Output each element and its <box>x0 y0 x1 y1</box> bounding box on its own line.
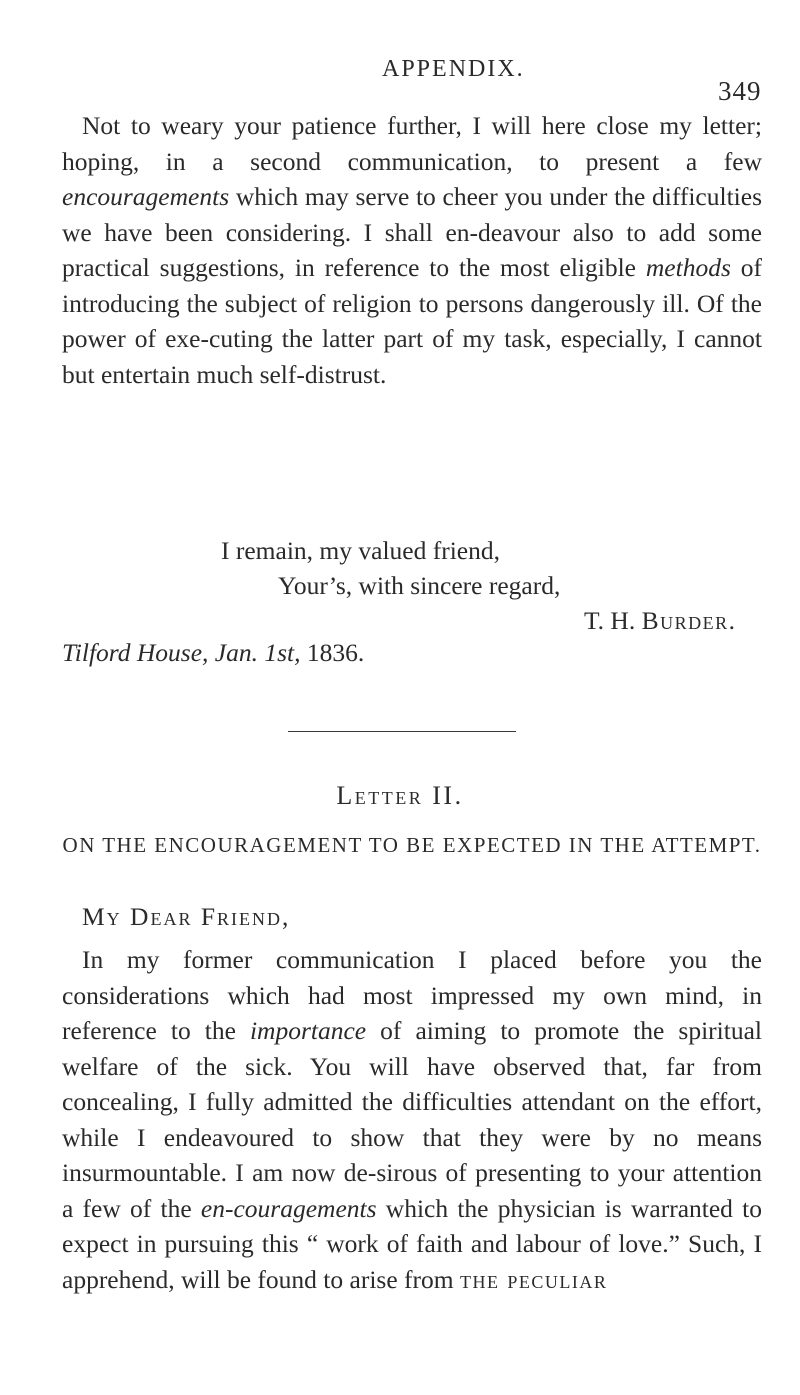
date-year: 1836. <box>300 638 365 667</box>
letter-one-text-3: of introducing the subject of religion to persons dangerously ill. Of the power of exe-cuting the latter part of my task, especially, I cannot but entertain much self-distrust. <box>62 253 762 389</box>
place-and-date <box>62 638 364 668</box>
signature-initials: T. H. <box>584 606 642 635</box>
letter-two-text-1: In my former communication I placed before you the considerations which had most impressed my own mind, in reference to the <box>62 945 762 1045</box>
signature-name: Burder. <box>641 606 737 635</box>
page-number: 349 <box>718 76 762 106</box>
place-name: Tilford House, Jan. 1st, <box>62 638 301 667</box>
running-title: APPENDIX. <box>382 56 525 82</box>
salutation: My Dear Friend, <box>82 902 291 931</box>
letter-two-body <box>62 942 762 1297</box>
letter-two-text-2: of aiming to promote the spiritual welfare of the sick. You will have observed that, far from concealing, I fully admitted the difficulties attendant on the effort, while I endeavoured to show that they were by no means insurmountable. I am now de-sirous of presenting to your attention a few of the <box>62 1016 762 1223</box>
closing-line-2: Your’s, with sincere regard, <box>278 571 561 600</box>
running-head <box>0 56 800 106</box>
closing-line-1: I remain, my valued friend, <box>221 536 500 565</box>
letter-one-body <box>62 108 762 392</box>
letter-two-emphasis-encouragements: en-couragements <box>200 1193 377 1223</box>
section-divider <box>288 731 516 732</box>
signature <box>584 606 737 636</box>
letter-one-emphasis-methods: methods <box>645 253 731 282</box>
letter-two-title: Letter II. <box>336 781 464 810</box>
letter-one-text-1: Not to weary your patience further, I will here close my letter; hoping, in a second communication, to present a few <box>62 111 762 176</box>
letter-one-emphasis-encouragements: encouragements <box>62 182 230 211</box>
letter-two-subheading: ON THE ENCOURAGEMENT TO BE EXPECTED IN THE ATTEMPT. <box>62 833 762 857</box>
letter-one-text-2: which may serve to cheer you under the difficulties we have been considering. I shall en-deavour also to add some practical suggestions, in reference to the most eligible <box>62 182 762 282</box>
letter-two-emphasis-importance: importance <box>249 1016 367 1045</box>
letter-two-text-3: which the physician is warranted to expect in pursuing this “ work of faith and labour of love.” Such, I apprehend, will be found to arise from <box>62 1193 762 1294</box>
letter-two-small-caps: the peculiar <box>459 1264 608 1294</box>
